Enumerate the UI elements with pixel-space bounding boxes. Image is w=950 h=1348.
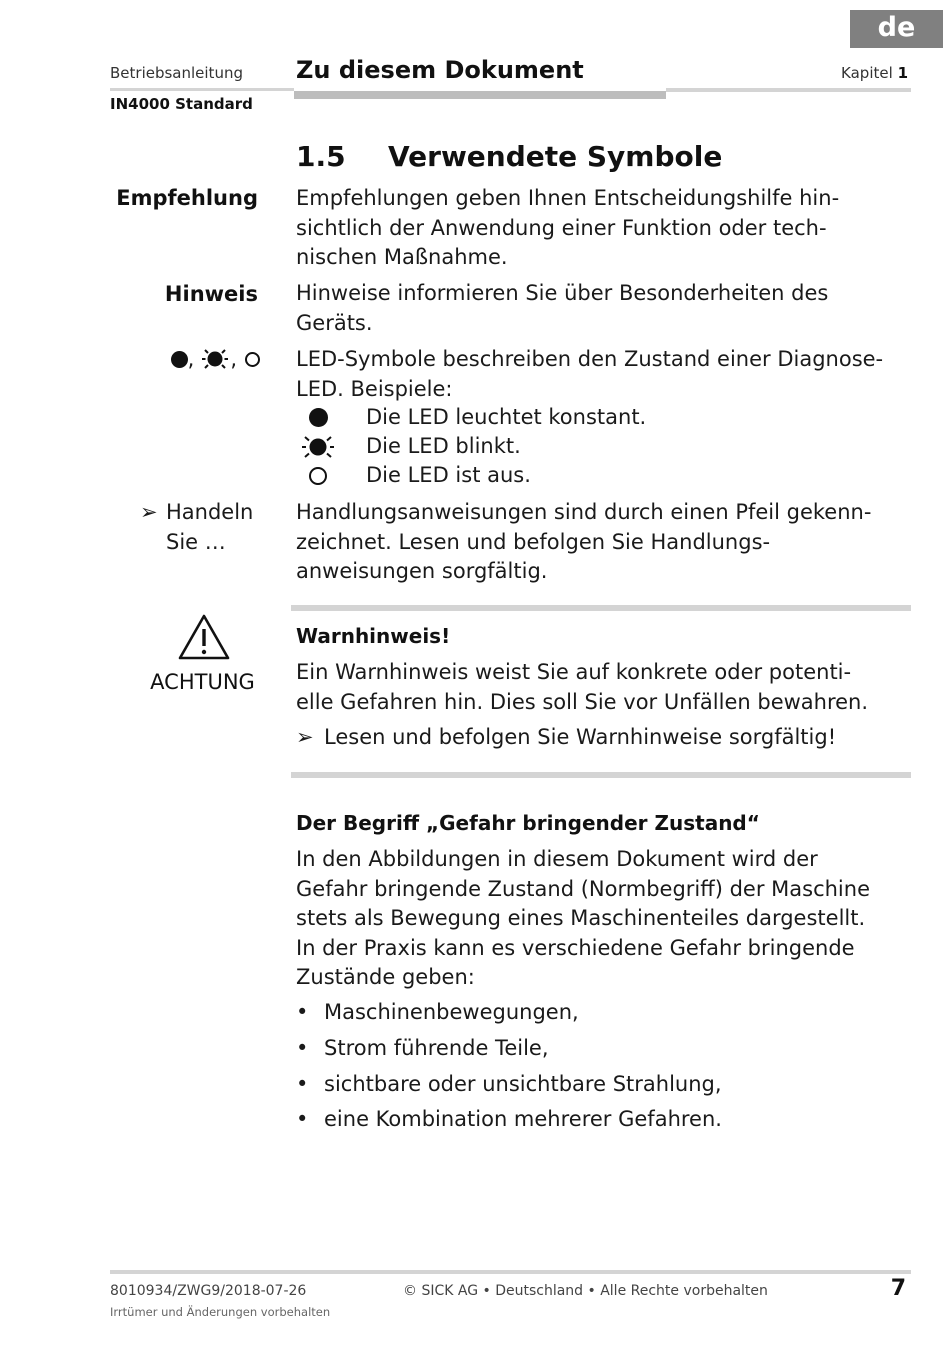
separator: , [230,347,237,371]
header-title: Zu diesem Dokument [296,56,584,84]
arrow-icon: ➢ [140,500,158,524]
warning-bottom-rule [291,772,911,778]
text-line: elle Gefahren hin. Dies soll Sie vor Unfällen bewahren. [296,689,869,714]
handeln-text [296,498,916,587]
header-doc-type: Betriebsanleitung [110,64,243,82]
list-item-text: eine Kombination mehrerer Gefahren. [324,1107,722,1131]
warning-action-text: Lesen und befolgen Sie Warnhinweise sorgfältig! [324,725,837,749]
led-example-on [296,403,916,432]
text-line: Handlungsanweisungen sind durch einen Pfeil gekenn- [296,500,872,524]
bullet-icon: • [296,1036,309,1060]
text-line: Ein Warnhinweis weist Sie auf konkrete oder potenti- [296,660,852,684]
warning-text [296,658,916,717]
page-number: 7 [890,1276,906,1301]
handeln-label-line: Handeln [166,500,254,524]
header-product: IN4000 Standard [110,95,253,113]
text-line: Gefahr bringende Zustand (Normbegriff) der Maschine [296,876,870,901]
header-chapter [820,64,908,82]
list-item-text: Strom führende Teile, [324,1036,549,1060]
led-example-blink [296,432,916,461]
footer-doc-id: 8010934/ZWG9/2018-07-26 [110,1283,307,1299]
led-example-text: Die LED ist aus. [366,463,531,487]
bullet-icon: • [296,1107,309,1131]
warning-triangle-icon [176,612,232,662]
section-title: Verwendete Symbole [388,140,723,173]
empfehlung-text [296,184,916,273]
text-line: zeichnet. Lesen und befolgen Sie Handlungs- [296,529,771,554]
bullet-icon: • [296,1000,309,1024]
handeln-label-line: Sie … [166,529,226,554]
chapter-number: 1 [897,64,908,82]
text-line: sichtlich der Anwendung einer Funktion oder tech- [296,215,827,240]
header-title-bar [294,91,666,99]
led-off-icon [296,461,340,490]
warning-heading: Warnhinweis! [296,624,451,648]
led-blink-icon [296,432,340,461]
footer-rule [110,1270,911,1274]
footer-copyright: © SICK AG • Deutschland • Alle Rechte vorbehalten [403,1283,768,1299]
gefahr-heading: Der Begriff „Gefahr bringender Zustand“ [296,811,760,835]
led-example-text: Die LED leuchtet konstant. [366,405,647,429]
empfehlung-label: Empfehlung [116,186,258,210]
separator: , [187,347,195,371]
header-rule-right [666,88,911,92]
section-number: 1.5 [296,140,346,173]
text-line: nischen Maßnahme. [296,245,508,269]
text-line: Geräts. [296,310,373,335]
list-item-text: Maschinenbewegungen, [324,1000,579,1024]
led-example-text: Die LED blinkt. [366,434,521,458]
led-on-icon [171,351,188,368]
warning-label: ACHTUNG [150,670,255,694]
chapter-label: Kapitel [841,64,893,82]
led-text [296,345,916,404]
text-line: stets als Bewegung eines Maschinenteiles dargestellt. [296,906,866,930]
text-line: Zustände geben: [296,965,475,989]
warning-action [296,723,916,753]
list-item-text: sichtbare oder unsichtbare Strahlung, [324,1072,722,1096]
warning-top-rule [291,605,911,611]
text-line: Hinweise informieren Sie über Besonderheiten des [296,281,829,305]
language-tab: de [850,10,943,48]
handeln-label [140,498,253,557]
led-blink-icon [200,348,230,370]
led-off-icon [245,352,260,367]
hinweis-text [296,279,916,338]
led-symbols-label [150,344,260,374]
led-on-icon [296,403,340,432]
text-line: In der Praxis kann es verschiedene Gefahr bringende [296,935,855,960]
hinweis-label: Hinweis [164,282,258,306]
text-line: In den Abbildungen in diesem Dokument wird der [296,847,818,871]
gefahr-text [296,845,916,993]
text-line: Empfehlungen geben Ihnen Entscheidungshilfe hin- [296,186,840,210]
text-line: LED-Symbole beschreiben den Zustand einer Diagnose- [296,347,884,371]
arrow-icon: ➢ [296,725,314,749]
text-line: LED. Beispiele: [296,376,453,401]
led-example-off [296,461,916,490]
text-line: anweisungen sorgfältig. [296,559,548,583]
bullet-icon: • [296,1072,309,1096]
header-rule-left [110,88,294,91]
footer-disclaimer: Irrtümer und Änderungen vorbehalten [110,1305,331,1319]
